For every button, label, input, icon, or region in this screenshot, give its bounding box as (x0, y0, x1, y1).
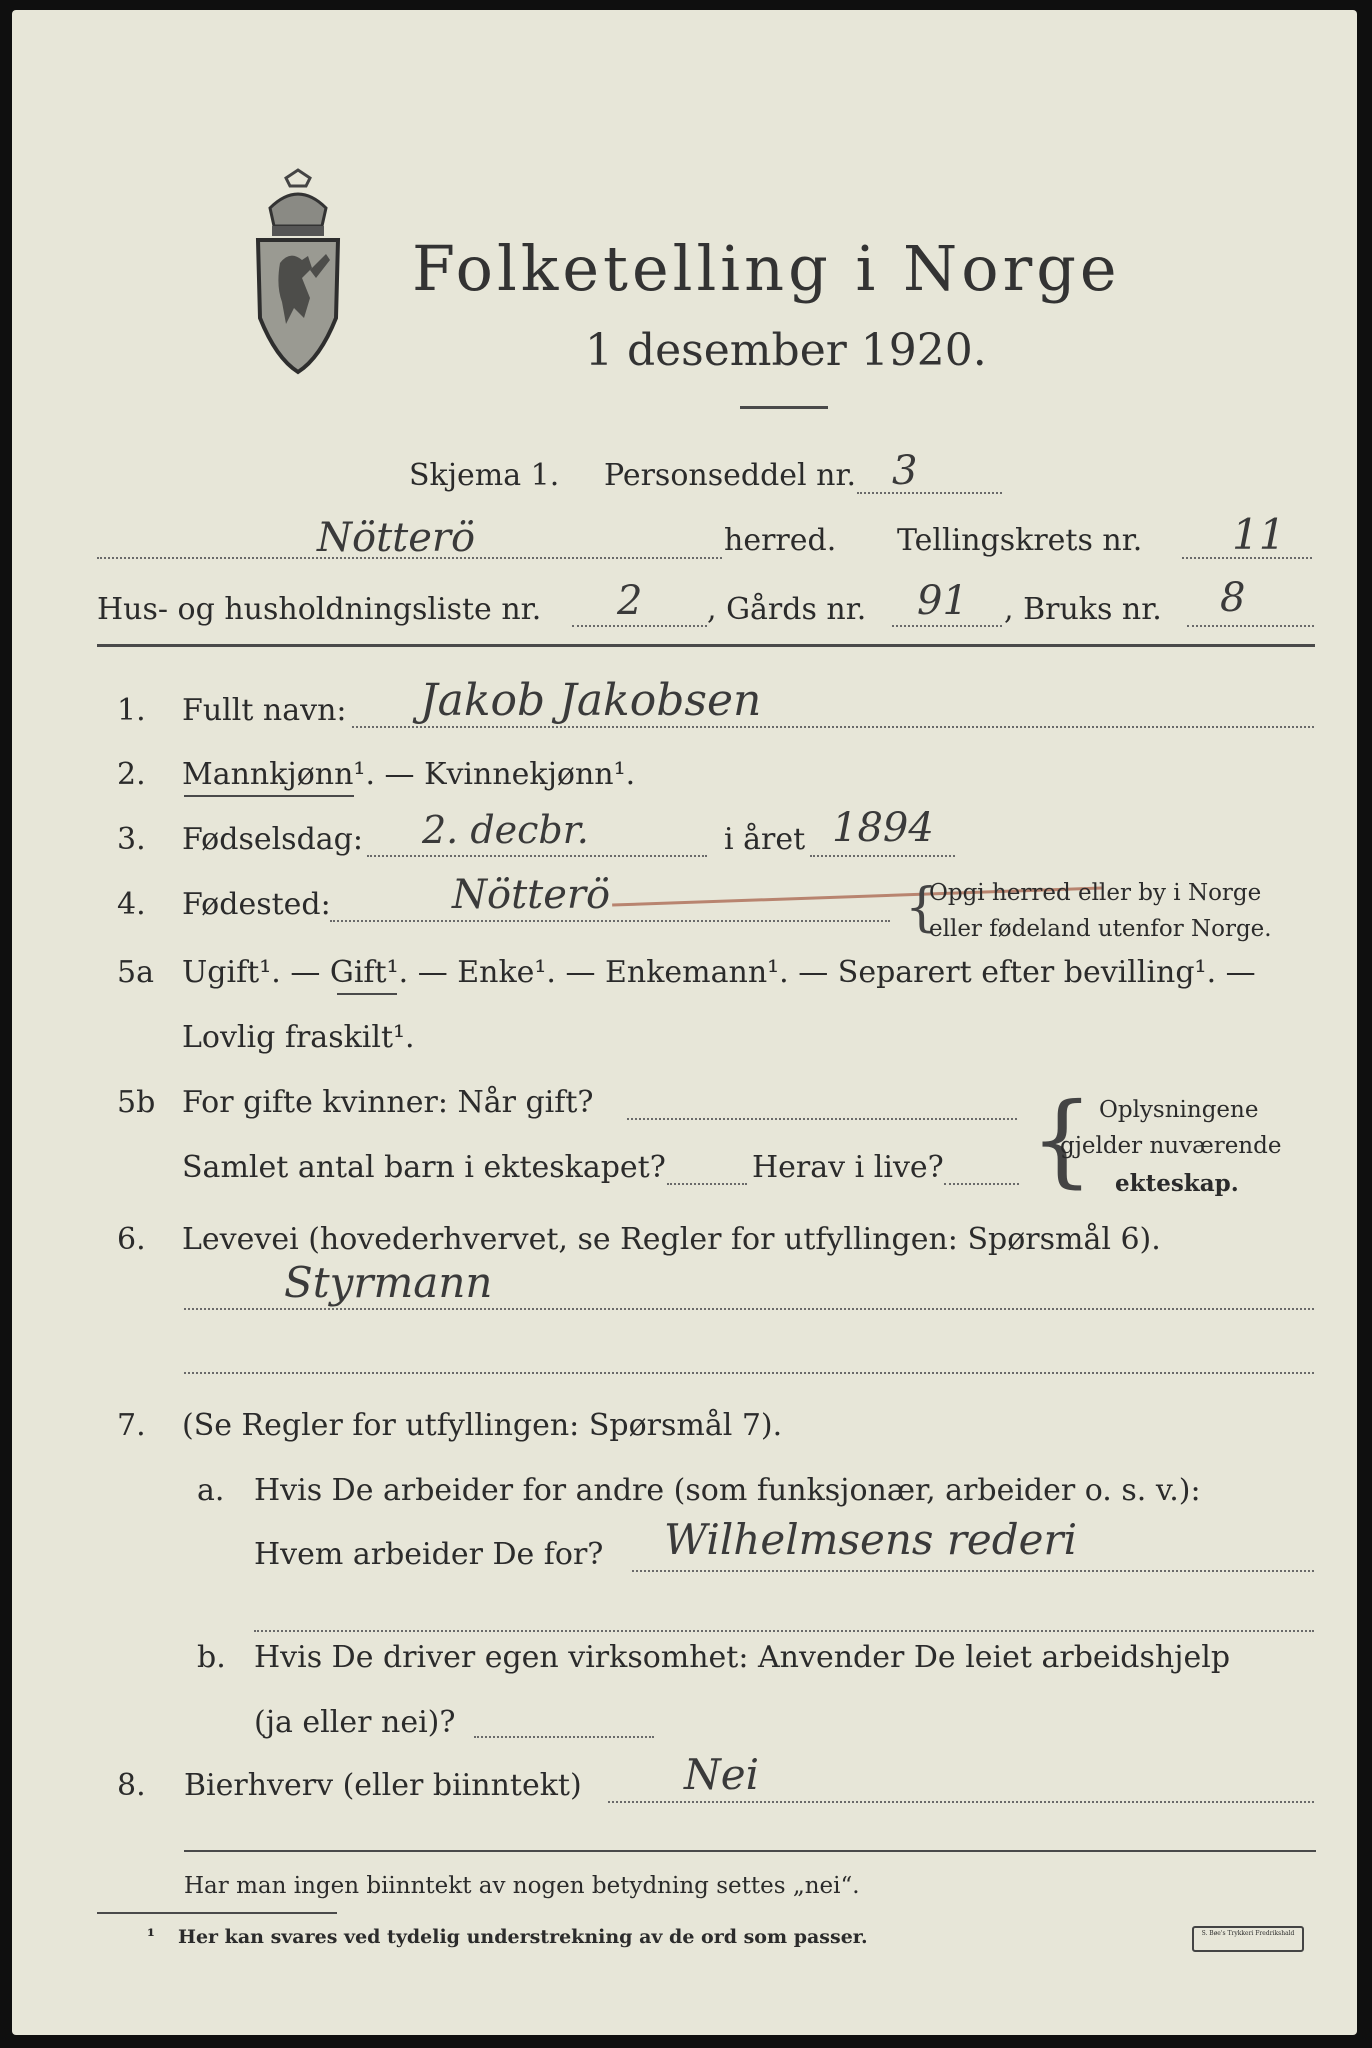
q7a-label: Hvis De arbeider for andre (som funksjonær, arbeider o. s. v.): (254, 1473, 1201, 1508)
q7a-value: Wilhelmsens rederi (664, 1515, 1078, 1564)
printer-text: S. Bøe's Trykkeri Fredrikshald (1201, 1930, 1295, 1937)
q4-note-1: Opgi herred eller by i Norge (929, 880, 1262, 906)
gards-label: , Gårds nr. (707, 592, 867, 627)
personseddel-value: 3 (892, 448, 918, 494)
q6-label: Levevei (hovederhvervet, se Regler for utfyllingen: Spørsmål 6). (182, 1222, 1161, 1257)
q7a-label-2: Hvem arbeider De for? (254, 1537, 604, 1572)
title-rule (740, 406, 828, 409)
husliste-line (572, 625, 707, 627)
q5b-married-line (627, 1118, 1017, 1120)
q3-year-line (810, 855, 955, 857)
footer-note: Har man ingen biinntekt av nogen betydning settes „nei“. (184, 1873, 860, 1899)
q8-value: Nei (684, 1750, 760, 1799)
tellingskrets-label: Tellingskrets nr. (897, 523, 1143, 558)
footer-rule (184, 1850, 1316, 1852)
q8-line (608, 1801, 1314, 1803)
q7-label: (Se Regler for utfyllingen: Spørsmål 7). (182, 1408, 783, 1443)
q2-number: 2. (117, 757, 146, 792)
q5b-brace: { (1030, 1081, 1094, 1198)
q5b-number: 5b (117, 1085, 156, 1120)
q8-label: Bierhverv (eller biinntekt) (184, 1768, 582, 1803)
q5a-label: Ugift¹. — Gift¹. — Enke¹. — Enkemann¹. — Separert efter bevilling¹. — (182, 955, 1256, 990)
q5b-label-2: Samlet antal barn i ekteskapet? (182, 1150, 666, 1185)
q6-line-1 (184, 1308, 1314, 1310)
q6-line-2 (184, 1372, 1314, 1374)
q4-label: Fødested: (182, 887, 331, 922)
q7a-number: a. (197, 1473, 225, 1508)
gards-line (892, 625, 1002, 627)
bruks-line (1187, 625, 1314, 627)
q6-number: 6. (117, 1222, 146, 1257)
q1-value: Jakob Jakobsen (420, 675, 762, 726)
coat-of-arms-icon (250, 168, 346, 378)
q3-number: 3. (117, 822, 146, 857)
q5a-label-2: Lovlig fraskilt¹. (182, 1020, 415, 1055)
q4-note-2: eller fødeland utenfor Norge. (929, 916, 1272, 942)
q7a-line-2 (254, 1630, 1314, 1632)
q3-year-value: 1894 (832, 805, 934, 851)
form-date: 1 desember 1920. (585, 325, 987, 376)
section-divider (97, 644, 1315, 647)
q1-line (352, 726, 1314, 728)
q2-label: Mannkjønn¹. — Kvinnekjønn¹. (182, 757, 636, 792)
q5a-number: 5a (117, 955, 154, 990)
q3-year-label: i året (724, 822, 806, 857)
q3-label: Fødselsdag: (182, 822, 363, 857)
q5b-children-line (667, 1183, 747, 1185)
q8-number: 8. (117, 1768, 146, 1803)
q5b-note-3: ekteskap. (1115, 1170, 1239, 1197)
tellingskrets-value: 11 (1232, 510, 1286, 559)
gards-value: 91 (917, 578, 968, 624)
personseddel-label: Personseddel nr. (604, 458, 857, 493)
q5b-note-1: Oplysningene (1099, 1097, 1259, 1123)
q6-value: Styrmann (284, 1258, 493, 1307)
q1-label: Fullt navn: (182, 693, 347, 728)
q7-number: 7. (117, 1408, 146, 1443)
footnote-mark: ¹ (147, 1926, 155, 1947)
bruks-label: , Bruks nr. (1004, 592, 1162, 627)
q5b-note-2: gjelder nuværende (1060, 1133, 1282, 1159)
herred-value: Nötterö (317, 515, 476, 561)
footnote-rule (97, 1912, 337, 1914)
q7b-number: b. (197, 1640, 226, 1675)
q7a-line-1 (632, 1570, 1314, 1572)
q5a-underline (337, 993, 397, 995)
q7b-line (474, 1736, 654, 1738)
q4-line (330, 920, 890, 922)
footnote-text: Her kan svares ved tydelig understrekning av de ord som passer. (178, 1926, 868, 1948)
bruks-value: 8 (1220, 575, 1246, 621)
q2-underline (184, 795, 354, 797)
q4-value: Nötterö (452, 872, 611, 918)
q3-day-value: 2. decbr. (422, 808, 589, 852)
q5b-label-3: Herav i live? (752, 1150, 944, 1185)
husliste-label: Hus- og husholdningsliste nr. (97, 592, 542, 627)
personseddel-line (857, 492, 1002, 494)
q5b-alive-line (944, 1183, 1019, 1185)
q4-number: 4. (117, 887, 146, 922)
husliste-value: 2 (617, 578, 643, 624)
herred-label: herred. (724, 523, 837, 558)
q7b-label: Hvis De driver egen virksomhet: Anvender De leiet arbeidshjelp (254, 1640, 1231, 1675)
q5b-label: For gifte kvinner: Når gift? (182, 1085, 594, 1120)
q3-day-line (367, 855, 707, 857)
schema-label: Skjema 1. (409, 458, 560, 493)
form-title: Folketelling i Norge (412, 232, 1121, 305)
printer-mark (1192, 1926, 1304, 1952)
q1-number: 1. (117, 693, 146, 728)
q7b-label-2: (ja eller nei)? (254, 1705, 456, 1740)
census-form (12, 10, 1357, 2035)
q4-brace: { (905, 878, 939, 938)
